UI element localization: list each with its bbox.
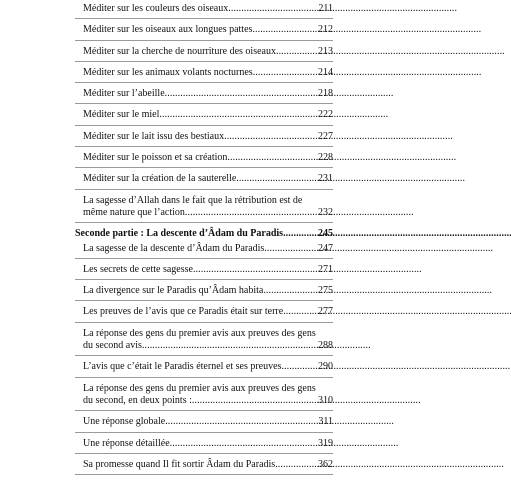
toc-section-heading[interactable] bbox=[75, 228, 333, 242]
toc-entry-page: 231 bbox=[318, 173, 333, 185]
toc-entry-title: Les secrets de cette sagesse bbox=[83, 263, 193, 275]
table-of-contents bbox=[75, 3, 333, 480]
toc-entry[interactable] bbox=[75, 328, 333, 357]
toc-entry[interactable] bbox=[75, 46, 333, 62]
toc-entry[interactable] bbox=[75, 285, 333, 301]
toc-entry-page: 232 bbox=[318, 206, 333, 218]
toc-entry-page: 228 bbox=[318, 152, 333, 164]
toc-entry-page: 218 bbox=[318, 88, 333, 100]
toc-entry-title: Méditer sur l’abeille bbox=[83, 88, 165, 100]
toc-entry-title: Méditer sur les couleurs des oiseaux bbox=[83, 3, 229, 14]
toc-entry-title: du second avis bbox=[83, 340, 142, 352]
dot-leader bbox=[283, 306, 317, 318]
dot-leader bbox=[283, 228, 317, 240]
toc-entry-title: Méditer sur les oiseaux aux longues pattes bbox=[83, 24, 253, 36]
toc-entry-page: 211 bbox=[318, 3, 333, 14]
dot-leader bbox=[142, 340, 317, 352]
toc-entry[interactable] bbox=[75, 173, 333, 189]
toc-entry-page: 362 bbox=[318, 458, 333, 470]
toc-entry-title: Méditer sur le miel bbox=[83, 109, 160, 121]
toc-entry[interactable] bbox=[75, 383, 333, 412]
dot-leader bbox=[170, 438, 317, 450]
dot-leader bbox=[185, 207, 317, 219]
dot-leader bbox=[193, 264, 317, 276]
toc-entry-title: du second, en deux points : bbox=[83, 394, 192, 406]
dot-leader bbox=[228, 3, 317, 15]
toc-entry-title: Méditer sur la création de la sauterelle bbox=[83, 173, 237, 185]
dot-leader bbox=[275, 459, 317, 471]
dot-leader bbox=[236, 173, 317, 185]
toc-section-title: Seconde partie : La descente d’Âdam du Paradis bbox=[75, 228, 284, 240]
toc-entry-title: Une réponse globale bbox=[83, 416, 166, 428]
dot-leader bbox=[263, 285, 317, 297]
toc-entry-title: Les preuves de l’avis que ce Paradis était sur terre bbox=[83, 306, 284, 318]
toc-entry-page: 290 bbox=[318, 361, 333, 373]
toc-entry-title: L’avis que c’était le Paradis éternel et ses preuves bbox=[83, 361, 282, 373]
toc-entry-page: 277 bbox=[318, 306, 333, 318]
toc-entry[interactable] bbox=[75, 3, 333, 19]
dot-leader bbox=[159, 109, 317, 121]
toc-entry[interactable] bbox=[75, 416, 333, 432]
toc-entry[interactable] bbox=[75, 306, 333, 322]
toc-entry-page: 222 bbox=[318, 109, 333, 121]
toc-section-page: 245 bbox=[318, 228, 333, 240]
toc-entry[interactable] bbox=[75, 361, 333, 377]
toc-entry[interactable] bbox=[75, 88, 333, 104]
toc-entry[interactable] bbox=[75, 131, 333, 147]
dot-leader bbox=[192, 395, 317, 407]
toc-entry-title: Sa promesse quand Il fit sortir Âdam du Paradis bbox=[83, 458, 276, 470]
toc-entry-title: Une réponse détaillée bbox=[83, 437, 170, 449]
toc-entry-title: même nature que l’action bbox=[83, 206, 185, 218]
toc-entry[interactable] bbox=[75, 264, 333, 280]
dot-leader bbox=[224, 131, 317, 143]
toc-entry-title-line: La réponse des gens du premier avis aux preuves des gens bbox=[83, 382, 316, 394]
toc-entry[interactable] bbox=[75, 152, 333, 168]
toc-entry[interactable] bbox=[75, 109, 333, 125]
toc-entry-page: 311 bbox=[318, 416, 333, 428]
toc-entry-page: 271 bbox=[318, 263, 333, 275]
toc-entry-page: 213 bbox=[318, 45, 333, 57]
dot-leader bbox=[276, 46, 317, 58]
toc-entry-page: 227 bbox=[318, 130, 333, 142]
toc-entry[interactable] bbox=[75, 438, 333, 454]
toc-entry[interactable] bbox=[75, 67, 333, 83]
toc-entry[interactable] bbox=[75, 243, 333, 259]
toc-entry-title: Méditer sur le poisson et sa création bbox=[83, 152, 228, 164]
toc-entry[interactable] bbox=[75, 459, 333, 475]
toc-entry-title: Méditer sur le lait issu des bestiaux bbox=[83, 130, 225, 142]
dot-leader bbox=[165, 416, 317, 428]
toc-entry-page: 288 bbox=[318, 340, 333, 352]
toc-entry-page: 319 bbox=[318, 437, 333, 449]
dot-leader bbox=[281, 361, 317, 373]
toc-entry-page: 247 bbox=[318, 242, 333, 254]
toc-entry-title: Méditer sur les animaux volants nocturnes bbox=[83, 66, 253, 78]
toc-entry-title-line: La réponse des gens du premier avis aux preuves des gens bbox=[83, 327, 316, 339]
toc-entry[interactable] bbox=[75, 195, 333, 224]
dot-leader bbox=[253, 67, 317, 79]
toc-entry[interactable] bbox=[75, 24, 333, 40]
toc-entry-page: 214 bbox=[318, 66, 333, 78]
toc-entry-title: La sagesse de la descente d’Âdam du Paradis bbox=[83, 242, 265, 254]
toc-entry-page: 310 bbox=[318, 394, 333, 406]
toc-entry-title: La divergence sur le Paradis qu’Âdam habita bbox=[83, 285, 264, 297]
toc-entry-title-line: La sagesse d’Allah dans le fait que la rétribution est de bbox=[83, 194, 303, 206]
dot-leader bbox=[227, 152, 317, 164]
toc-entry-page: 275 bbox=[318, 285, 333, 297]
dot-leader bbox=[252, 24, 317, 36]
toc-entry-title: Méditer sur la cherche de nourriture des oiseaux bbox=[83, 45, 276, 57]
dot-leader bbox=[264, 243, 317, 255]
dot-leader bbox=[165, 88, 317, 100]
toc-entry-page: 212 bbox=[318, 24, 333, 36]
